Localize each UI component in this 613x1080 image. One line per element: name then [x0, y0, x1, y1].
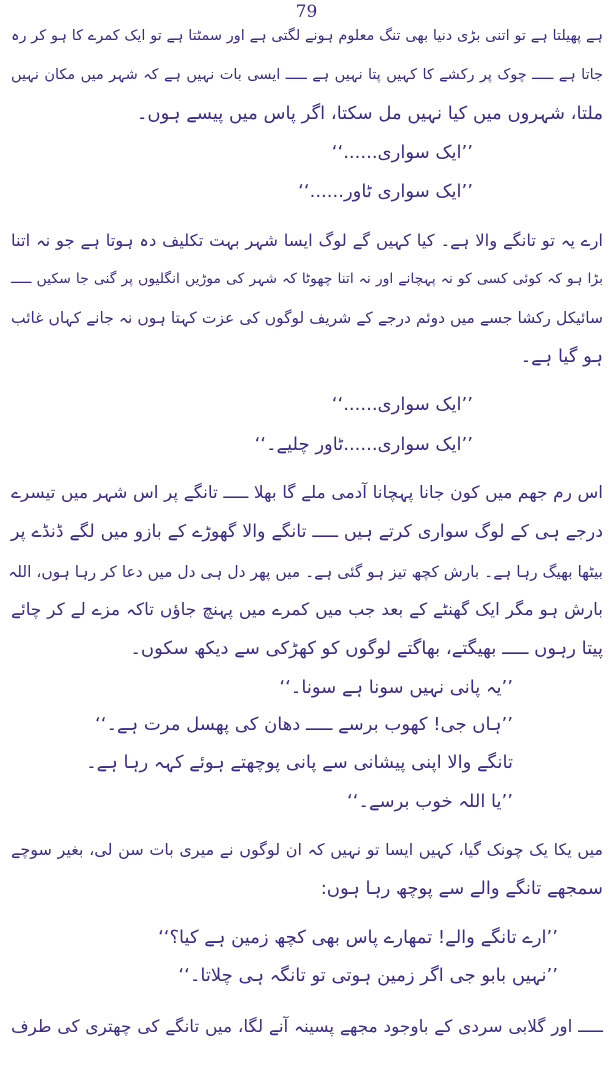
text-line: ہے پھیلتا ہے تو اتنی بڑی دنیا بھی تنگ معلوم ہونے لگتی ہے اور سمٹتا ہے تو ایک کمرے کا ہو کر رہ	[11, 28, 603, 44]
dialogue-line: ’’ہاں جی! کھوب برسے ـــــ دھان کی پھسل مرت ہے۔‘‘	[95, 714, 513, 735]
text-line: بڑا ہو کہ کوئی کسی کو نہ پہچانے اور نہ اتنا چھوٹا کہ شہر کی موڑیں انگلیوں پر گنی جا سکیں ـــــ	[11, 271, 603, 287]
dialogue-line: ’’نہیں بابو جی اگر زمین ہوتی تو تانگہ ہی چلاتا۔‘‘	[178, 965, 558, 986]
text-line: اس رم جھم میں کون جانا پہچانا آدمی ملے گا بھلا ـــــ تانگے پر اس شہر میں تیسرے	[11, 483, 603, 503]
text-line: درجے ہی کے لوگ سواری کرتے ہیں ـــــ تانگے والا گھوڑے کے بازو میں لگے ڈنڈے پر	[11, 522, 603, 542]
text-line: سمجھے تانگے والے سے پوچھ رہا ہوں:	[320, 878, 603, 899]
dialogue-line: ’’ایک سواری......‘‘	[331, 142, 473, 163]
text-line: پیتا رہوں ـــــ بھیگتے، بھاگتے لوگوں کو کھڑکی سے دیکھ سکوں۔	[130, 638, 603, 659]
dialogue-line: ’’ایک سواری......‘‘	[331, 394, 473, 415]
text-line: ارے یہ تو تانگے والا ہے۔ کیا کہیں گے لوگ ایسا شہر بہت تکلیف دہ ہوتا ہے جو نہ اتنا	[11, 231, 603, 250]
text-line: ہو گیا ہے۔	[520, 346, 603, 367]
dialogue-line: ’’ایک سواری ٹاور......‘‘	[298, 181, 473, 202]
dialogue-line: ’’یہ پانی نہیں سونا ہے سونا۔‘‘	[279, 677, 513, 698]
page-number: 79	[295, 2, 318, 22]
text-line: میں یکا یک چونک گیا، کہیں ایسا تو نہیں کہ ان لوگوں نے میری بات سن لی، بغیر سوچے	[11, 840, 603, 859]
text-line: بارش ہو مگر ایک گھنٹے کے بعد جب میں کمرے میں پہنچ جاؤں تاکہ مزے لے کر چائے	[11, 600, 603, 620]
text-line: ـــــ اور گلابی سردی کے باوجود مجھے پسینہ آنے لگا، میں تانگے کی چھتری کی طرف	[11, 1017, 603, 1037]
text-line: جاتا ہے ـــــ چوک پر رکشے کا کہیں پتا نہیں ہے ـــــ ایسی بات نہیں ہے کہ شہر میں مکان نہیں	[11, 67, 603, 83]
text-line: سائیکل رکشا جسے میں دوئم درجے کے شریف لوگوں کی عزت کہتا ہوں نہ جانے کہاں غائب	[11, 309, 603, 327]
text-line: تانگے والا اپنی پیشانی سے پانی پوچھتے ہوئے کہہ رہا ہے۔	[86, 752, 513, 773]
text-line: ملتا، شہروں میں کیا نہیں مل سکتا، اگر پاس میں پیسے ہوں۔	[136, 103, 603, 124]
dialogue-line: ’’ایک سواری......ٹاور چلیے۔‘‘	[254, 434, 473, 455]
dialogue-line: ’’ارے تانگے والے! تمھارے پاس بھی کچھ زمین ہے کیا؟‘‘	[158, 927, 558, 948]
dialogue-line: ’’یا اللہ خوب برسے۔‘‘	[346, 791, 513, 812]
text-line: بیٹھا بھیگ رہا ہے۔ بارش کچھ تیز ہو گئی ہے۔ میں پھر دل ہی دل میں دعا کر رہا ہوں، اللہ	[8, 563, 603, 581]
